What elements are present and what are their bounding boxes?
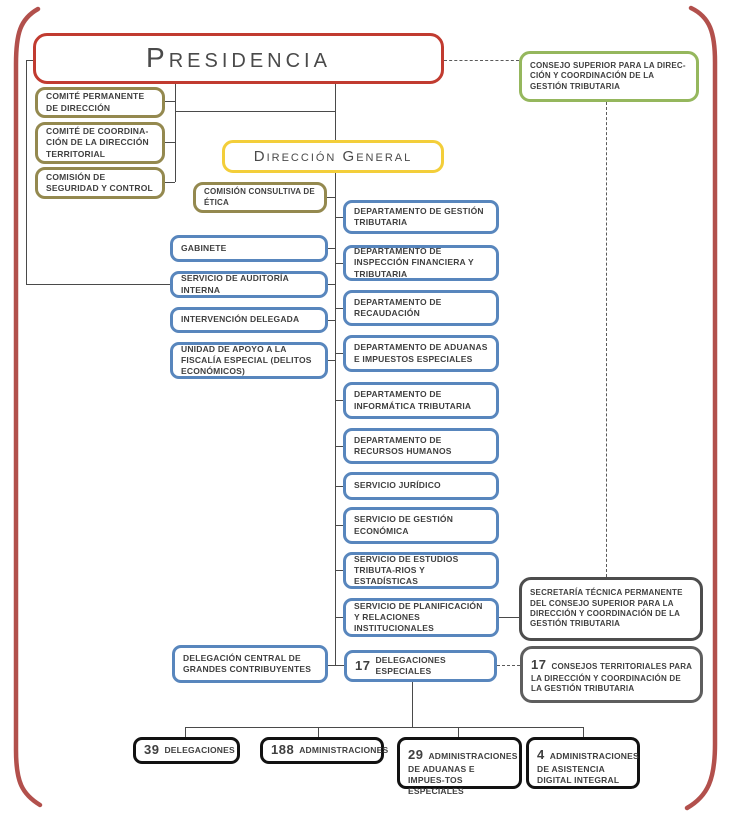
comision-seguridad-label: COMISIÓN DE SEGURIDAD Y CONTROL	[46, 171, 153, 193]
node-secretaria-tecnica	[519, 577, 703, 641]
administraciones-aduanas-count: 29	[408, 747, 424, 762]
servicio-estudios-label: SERVICIO DE ESTUDIOS TRIBUTA-RIOS Y ESTADÍSTICAS	[354, 553, 459, 587]
administraciones-digital-count: 4	[537, 747, 545, 762]
comision-etica-label: COMISIÓN CONSULTIVA DE ÉTICA	[204, 187, 315, 207]
connector	[328, 284, 335, 285]
node-39-delegaciones	[133, 737, 240, 764]
dep-informatica-label: DEPARTAMENTO DE INFORMÁTICA TRIBUTARIA	[354, 389, 472, 411]
connector	[328, 665, 344, 666]
connector	[164, 142, 175, 143]
node-consejos-territoriales	[520, 646, 703, 703]
delegaciones-count: 39	[144, 742, 160, 758]
node-presidencia	[33, 33, 444, 84]
node-servicio-estudios	[343, 552, 499, 589]
connector	[164, 101, 175, 102]
node-intervencion-delegada	[170, 307, 328, 333]
connector	[327, 197, 335, 198]
connector	[335, 217, 343, 218]
comite-coordinacion-label: COMITÉ DE COORDINA-CIÓN DE LA DIRECCIÓN TERRITORIAL	[46, 126, 149, 159]
connector	[335, 617, 343, 618]
connector	[175, 84, 176, 182]
delegacion-central-label: DELEGACIÓN CENTRAL DE GRANDES CONTRIBUYENTES	[183, 652, 312, 674]
dep-recaudacion-label: DEPARTAMENTO DE RECAUDACIÓN	[354, 296, 442, 318]
connector	[335, 173, 336, 665]
dep-inspeccion-label: DEPARTAMENTO DE INSPECCIÓN FINANCIERA Y TRIBUTARIA	[354, 246, 474, 279]
node-dep-gestion-tributaria	[343, 200, 499, 234]
dep-recursos-humanos-label: DEPARTAMENTO DE RECURSOS HUMANOS	[354, 434, 452, 456]
node-188-administraciones	[260, 737, 389, 764]
connector	[499, 617, 519, 618]
presidencia-label: Presidencia	[146, 42, 331, 74]
consejos-territoriales-count: 17	[531, 657, 547, 672]
connector	[175, 111, 335, 112]
node-delegacion-central	[172, 645, 328, 683]
administraciones-label: ADMINISTRACIONES	[299, 744, 389, 755]
connector	[335, 308, 343, 309]
connector	[328, 360, 335, 361]
connector	[328, 248, 335, 249]
node-auditoria-interna	[170, 271, 328, 298]
node-comite-coordinacion	[35, 122, 165, 164]
intervencion-delegada-label: INTERVENCIÓN DELEGADA	[181, 314, 300, 325]
connector	[26, 284, 170, 285]
dashed-connector	[497, 665, 520, 666]
connector	[335, 263, 343, 264]
node-delegaciones-especiales	[344, 650, 497, 682]
consejo-superior-label: CONSEJO SUPERIOR PARA LA DIREC-CIÓN Y COORDINACIÓN DE LA GESTIÓN TRIBUTARIA	[530, 60, 686, 91]
connector	[335, 84, 336, 140]
comite-permanente-label: COMITÉ PERMANENTE DE DIRECCIÓN	[46, 91, 145, 113]
node-dep-informatica	[343, 382, 499, 419]
servicio-planificacion-label: SERVICIO DE PLANIFICACIÓN Y RELACIONES INSTITUCIONALES	[354, 600, 483, 634]
node-servicio-planificacion	[343, 598, 499, 637]
secretaria-tecnica-label: SECRETARÍA TÉCNICA PERMANENTE DEL CONSEJO SUPERIOR PARA LA DIRECCIÓN Y COORDINACIÓN DE LA GESTIÓN TRIBUTARIA	[530, 588, 683, 629]
connector	[335, 525, 343, 526]
consejos-territoriales-label: CONSEJOS TERRITORIALES PARA LA DIRECCIÓN Y COORDINACIÓN DE LA GESTIÓN TRIBUTARIA	[531, 662, 692, 694]
connector	[412, 682, 413, 727]
auditoria-interna-label: SERVICIO DE AUDITORÍA INTERNA	[181, 273, 289, 295]
administraciones-aduanas-label: ADMINISTRACIONES DE ADUANAS E IMPUES-TOS ESPECIALES	[408, 751, 518, 796]
gabinete-label: GABINETE	[181, 242, 227, 253]
node-comite-permanente	[35, 87, 165, 118]
node-4-administraciones-digital	[526, 737, 640, 789]
delegaciones-especiales-count: 17	[355, 657, 371, 673]
connector	[335, 446, 343, 447]
servicio-gestion-economica-label: SERVICIO DE GESTIÓN ECONÓMICA	[354, 514, 454, 536]
dashed-connector	[444, 60, 519, 61]
node-dep-recaudacion	[343, 290, 499, 326]
dashed-connector	[606, 102, 607, 577]
dep-gestion-tributaria-label: DEPARTAMENTO DE GESTIÓN TRIBUTARIA	[354, 205, 484, 227]
connector	[26, 60, 27, 284]
connector	[164, 182, 175, 183]
node-direccion-general	[222, 140, 444, 173]
servicio-juridico-label: SERVICIO JURÍDICO	[354, 480, 441, 491]
direccion-general-label: Dirección General	[253, 147, 413, 165]
dep-aduanas-label: DEPARTAMENTO DE ADUANAS E IMPUESTOS ESPECIALES	[354, 342, 488, 364]
connector	[335, 486, 343, 487]
node-servicio-juridico	[343, 472, 499, 500]
connector	[185, 727, 583, 728]
delegaciones-especiales-label: DELEGACIONES ESPECIALES	[375, 654, 446, 676]
delegaciones-label: DELEGACIONES	[164, 744, 235, 755]
node-unidad-apoyo-fiscalia	[170, 342, 328, 379]
administraciones-count: 188	[271, 742, 295, 758]
node-servicio-gestion-economica	[343, 507, 499, 544]
node-dep-recursos-humanos	[343, 428, 499, 464]
connector	[335, 400, 343, 401]
node-comision-seguridad	[35, 167, 165, 199]
connector	[335, 570, 343, 571]
node-dep-inspeccion	[343, 245, 499, 281]
node-comision-etica	[193, 182, 327, 213]
node-29-administraciones-aduanas	[397, 737, 522, 796]
connector	[335, 353, 343, 354]
connector	[328, 320, 335, 321]
administraciones-digital-label: ADMINISTRACIONES DE ASISTENCIA DIGITAL INTEGRAL	[537, 751, 639, 785]
node-consejo-superior	[519, 51, 699, 102]
unidad-apoyo-fiscalia-label: UNIDAD DE APOYO A LA FISCALÍA ESPECIAL (DELITOS ECONÓMICOS)	[181, 343, 312, 377]
node-dep-aduanas	[343, 335, 499, 372]
node-gabinete	[170, 235, 328, 262]
